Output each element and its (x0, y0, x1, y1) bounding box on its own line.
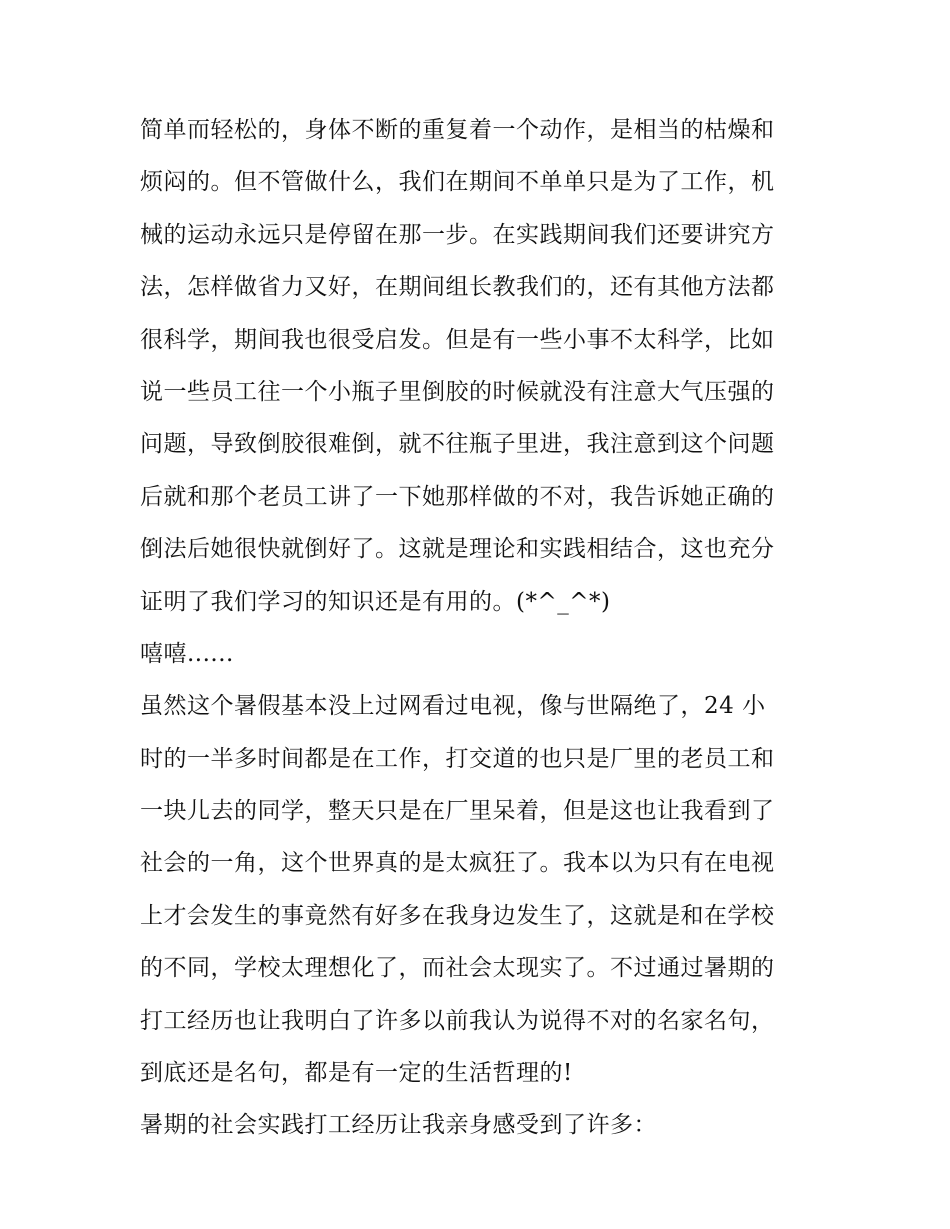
document-body (140, 104, 820, 1152)
text-line: 说一些员工往一个小瓶子里倒胶的时候就没有注意大气压强的 (140, 378, 775, 405)
text-line: 嘻嘻...... (140, 640, 234, 667)
text-line: 一块儿去的同学，整天只是在厂里呆着，但是这也让我看到了 (140, 798, 775, 825)
text-line: 烦闷的。但不管做什么，我们在期间不单单只是为了工作，机 (140, 169, 775, 196)
text-line: 打工经历也让我明白了许多以前我认为说得不对的名家名句， (140, 1007, 775, 1034)
text-line: 社会的一角，这个世界真的是太疯狂了。我本以为只有在电视 (140, 850, 775, 877)
text-line: 的不同，学校太理想化了，而社会太现实了。不过通过暑期的 (140, 955, 775, 982)
text-line: 倒法后她很快就倒好了。这就是理论和实践相结合，这也充分 (140, 536, 775, 563)
text-line: 暑期的社会实践打工经历让我亲身感受到了许多： (140, 1112, 657, 1139)
text-line: 到底还是名句，都是有一定的生活哲理的! (140, 1060, 573, 1087)
text-line: 时的一半多时间都是在工作，打交道的也只是厂里的老员工和 (140, 745, 775, 772)
text-line: 简单而轻松的，身体不断的重复着一个动作，是相当的枯燥和 (140, 117, 775, 143)
text-line: 法，怎样做省力又好，在期间组长教我们的，还有其他方法都 (140, 274, 775, 301)
text-line: 证明了我们学习的知识还是有用的。(*^_^*) (140, 588, 611, 615)
text-line: 后就和那个老员工讲了一下她那样做的不对，我告诉她正确的 (140, 483, 775, 510)
text-line: 问题，导致倒胶很难倒，就不往瓶子里进，我注意到这个问题 (140, 431, 775, 458)
text-line: 上才会发生的事竟然有好多在我身边发生了，这就是和在学校 (140, 902, 775, 929)
text-line: 虽然这个暑假基本没上过网看过电视，像与世隔绝了，24 小 (140, 693, 766, 720)
text-line: 很科学，期间我也很受启发。但是有一些小事不太科学，比如 (140, 326, 775, 353)
text-line: 械的运动永远只是停留在那一步。在实践期间我们还要讲究方 (140, 221, 775, 248)
